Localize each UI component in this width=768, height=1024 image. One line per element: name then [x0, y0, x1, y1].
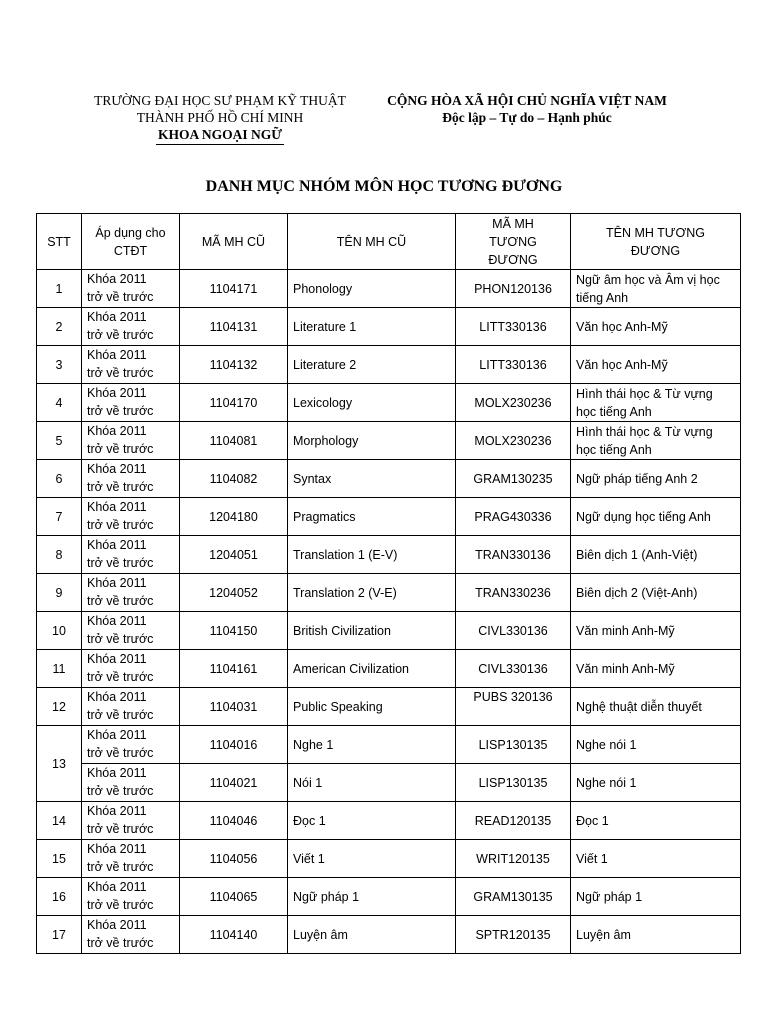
cell-old-code: 1104016 — [180, 726, 288, 764]
cell-apply: Khóa 2011 trở về trước — [82, 878, 180, 916]
cell-old-name: Luyện âm — [288, 916, 456, 954]
cell-stt: 15 — [37, 840, 82, 878]
cell-apply: Khóa 2011 trở về trước — [82, 840, 180, 878]
cell-old-code: 1104031 — [180, 688, 288, 726]
cell-equivalent-code: LITT330136 — [456, 308, 571, 346]
cell-apply: Khóa 2011 trở về trước — [82, 650, 180, 688]
table-row — [37, 916, 741, 954]
header-apply: Áp dụng cho CTĐT — [82, 214, 180, 270]
cell-equivalent-code: LISP130135 — [456, 726, 571, 764]
cell-old-name: Morphology — [288, 422, 456, 460]
cell-apply: Khóa 2011 trở về trước — [82, 536, 180, 574]
cell-old-name: Nghe 1 — [288, 726, 456, 764]
cell-old-code: 1104021 — [180, 764, 288, 802]
cell-equivalent-name: Viết 1 — [571, 840, 741, 878]
cell-old-name: Viết 1 — [288, 840, 456, 878]
cell-apply: Khóa 2011 trở về trước — [82, 308, 180, 346]
cell-old-code: 1104131 — [180, 308, 288, 346]
table-row — [37, 460, 741, 498]
cell-stt: 6 — [37, 460, 82, 498]
cell-stt: 17 — [37, 916, 82, 954]
cell-equivalent-name: Ngữ dụng học tiếng Anh — [571, 498, 741, 536]
cell-stt: 10 — [37, 612, 82, 650]
cell-old-code: 1104056 — [180, 840, 288, 878]
cell-equivalent-name: Hình thái học & Từ vựng học tiếng Anh — [571, 422, 741, 460]
table-row — [37, 612, 741, 650]
table-row — [37, 878, 741, 916]
header-stt: STT — [37, 214, 82, 270]
cell-equivalent-code: PRAG430336 — [456, 498, 571, 536]
cell-old-name: Pragmatics — [288, 498, 456, 536]
cell-old-code: 1104171 — [180, 270, 288, 308]
cell-old-name: Lexicology — [288, 384, 456, 422]
cell-old-code: 1204180 — [180, 498, 288, 536]
cell-stt: 4 — [37, 384, 82, 422]
cell-apply: Khóa 2011 trở về trước — [82, 574, 180, 612]
header-equivalent-name: TÊN MH TƯƠNG ĐƯƠNG — [571, 214, 741, 270]
department-name: KHOA NGOẠI NGỮ — [156, 126, 284, 145]
cell-equivalent-name: Ngữ âm học và Âm vị học tiếng Anh — [571, 270, 741, 308]
table-row — [37, 650, 741, 688]
cell-equivalent-code: GRAM130235 — [456, 460, 571, 498]
cell-apply: Khóa 2011 trở về trước — [82, 384, 180, 422]
cell-equivalent-name: Ngữ pháp 1 — [571, 878, 741, 916]
cell-equivalent-name: Văn minh Anh-Mỹ — [571, 650, 741, 688]
cell-apply: Khóa 2011 trở về trước — [82, 612, 180, 650]
cell-stt: 3 — [37, 346, 82, 384]
cell-apply: Khóa 2011 trở về trước — [82, 460, 180, 498]
cell-old-code: 1104132 — [180, 346, 288, 384]
cell-equivalent-code: LISP130135 — [456, 764, 571, 802]
equivalent-courses-table — [36, 213, 741, 954]
cell-old-code: 1104081 — [180, 422, 288, 460]
cell-equivalent-name: Văn học Anh-Mỹ — [571, 346, 741, 384]
cell-equivalent-code: SPTR120135 — [456, 916, 571, 954]
cell-equivalent-code: MOLX230236 — [456, 384, 571, 422]
school-name-line1: TRƯỜNG ĐẠI HỌC SƯ PHẠM KỸ THUẬT — [94, 93, 346, 108]
cell-old-name: Đọc 1 — [288, 802, 456, 840]
cell-apply: Khóa 2011 trở về trước — [82, 270, 180, 308]
table-header — [37, 214, 741, 270]
header-old-code: MÃ MH CŨ — [180, 214, 288, 270]
table-row — [37, 688, 741, 726]
cell-equivalent-code: WRIT120135 — [456, 840, 571, 878]
cell-old-code: 1204052 — [180, 574, 288, 612]
cell-stt: 13 — [37, 726, 82, 802]
table-row — [37, 574, 741, 612]
cell-apply: Khóa 2011 trở về trước — [82, 764, 180, 802]
cell-old-name: Literature 1 — [288, 308, 456, 346]
cell-equivalent-code: MOLX230236 — [456, 422, 571, 460]
cell-equivalent-name: Văn học Anh-Mỹ — [571, 308, 741, 346]
cell-equivalent-name: Nghệ thuật diễn thuyết — [571, 688, 741, 726]
cell-equivalent-name: Văn minh Anh-Mỹ — [571, 612, 741, 650]
cell-old-code: 1104150 — [180, 612, 288, 650]
school-name-line2: THÀNH PHỐ HỒ CHÍ MINH — [136, 110, 304, 125]
cell-equivalent-name: Luyện âm — [571, 916, 741, 954]
table-row — [37, 384, 741, 422]
cell-equivalent-code: TRAN330136 — [456, 536, 571, 574]
cell-stt: 12 — [37, 688, 82, 726]
cell-apply: Khóa 2011 trở về trước — [82, 346, 180, 384]
cell-old-name: British Civilization — [288, 612, 456, 650]
table-row — [37, 346, 741, 384]
cell-equivalent-code: READ120135 — [456, 802, 571, 840]
table-row — [37, 840, 741, 878]
cell-apply: Khóa 2011 trở về trước — [82, 802, 180, 840]
cell-stt: 2 — [37, 308, 82, 346]
cell-old-code: 1104065 — [180, 878, 288, 916]
cell-stt: 1 — [37, 270, 82, 308]
cell-old-name: Phonology — [288, 270, 456, 308]
cell-equivalent-name: Biên dịch 2 (Việt-Anh) — [571, 574, 741, 612]
cell-equivalent-code: PUBS 320136 — [456, 688, 571, 726]
cell-stt: 14 — [37, 802, 82, 840]
cell-equivalent-name: Ngữ pháp tiếng Anh 2 — [571, 460, 741, 498]
cell-stt: 7 — [37, 498, 82, 536]
cell-stt: 9 — [37, 574, 82, 612]
table-row — [37, 802, 741, 840]
republic-name: CỘNG HÒA XÃ HỘI CHỦ NGHĨA VIỆT NAM — [387, 93, 667, 108]
cell-old-code: 1104140 — [180, 916, 288, 954]
cell-old-name: Public Speaking — [288, 688, 456, 726]
table-row — [37, 726, 741, 764]
cell-equivalent-name: Nghe nói 1 — [571, 726, 741, 764]
cell-old-name: Ngữ pháp 1 — [288, 878, 456, 916]
cell-equivalent-code: PHON120136 — [456, 270, 571, 308]
cell-old-name: Syntax — [288, 460, 456, 498]
cell-old-code: 1104170 — [180, 384, 288, 422]
national-motto: Độc lập – Tự do – Hạnh phúc — [442, 110, 612, 125]
cell-equivalent-code: TRAN330236 — [456, 574, 571, 612]
cell-old-name: Translation 1 (E-V) — [288, 536, 456, 574]
cell-old-code: 1204051 — [180, 536, 288, 574]
cell-old-name: Nói 1 — [288, 764, 456, 802]
header-equivalent-code: MÃ MH TƯƠNG ĐƯƠNG — [456, 214, 571, 270]
table-row — [37, 764, 741, 802]
school-header — [80, 92, 360, 145]
cell-old-name: Literature 2 — [288, 346, 456, 384]
cell-equivalent-code: LITT330136 — [456, 346, 571, 384]
cell-old-code: 1104046 — [180, 802, 288, 840]
document-title: DANH MỤC NHÓM MÔN HỌC TƯƠNG ĐƯƠNG — [205, 178, 563, 195]
cell-old-name: American Civilization — [288, 650, 456, 688]
cell-old-code: 1104082 — [180, 460, 288, 498]
cell-stt: 5 — [37, 422, 82, 460]
national-header — [372, 92, 682, 126]
cell-apply: Khóa 2011 trở về trước — [82, 422, 180, 460]
cell-equivalent-name: Nghe nói 1 — [571, 764, 741, 802]
cell-apply: Khóa 2011 trở về trước — [82, 916, 180, 954]
cell-equivalent-code: CIVL330136 — [456, 650, 571, 688]
cell-equivalent-code: GRAM130135 — [456, 878, 571, 916]
cell-equivalent-name: Đọc 1 — [571, 802, 741, 840]
table-row — [37, 422, 741, 460]
cell-apply: Khóa 2011 trở về trước — [82, 688, 180, 726]
header-old-name: TÊN MH CŨ — [288, 214, 456, 270]
cell-equivalent-code: CIVL330136 — [456, 612, 571, 650]
table-row — [37, 270, 741, 308]
cell-stt: 8 — [37, 536, 82, 574]
cell-apply: Khóa 2011 trở về trước — [82, 726, 180, 764]
table-body — [37, 270, 741, 954]
table-row — [37, 536, 741, 574]
cell-equivalent-name: Biên dịch 1 (Anh-Việt) — [571, 536, 741, 574]
cell-equivalent-name: Hình thái học & Từ vựng học tiếng Anh — [571, 384, 741, 422]
cell-apply: Khóa 2011 trở về trước — [82, 498, 180, 536]
cell-stt: 11 — [37, 650, 82, 688]
table-row — [37, 498, 741, 536]
table-row — [37, 308, 741, 346]
cell-stt: 16 — [37, 878, 82, 916]
cell-old-code: 1104161 — [180, 650, 288, 688]
cell-old-name: Translation 2 (V-E) — [288, 574, 456, 612]
